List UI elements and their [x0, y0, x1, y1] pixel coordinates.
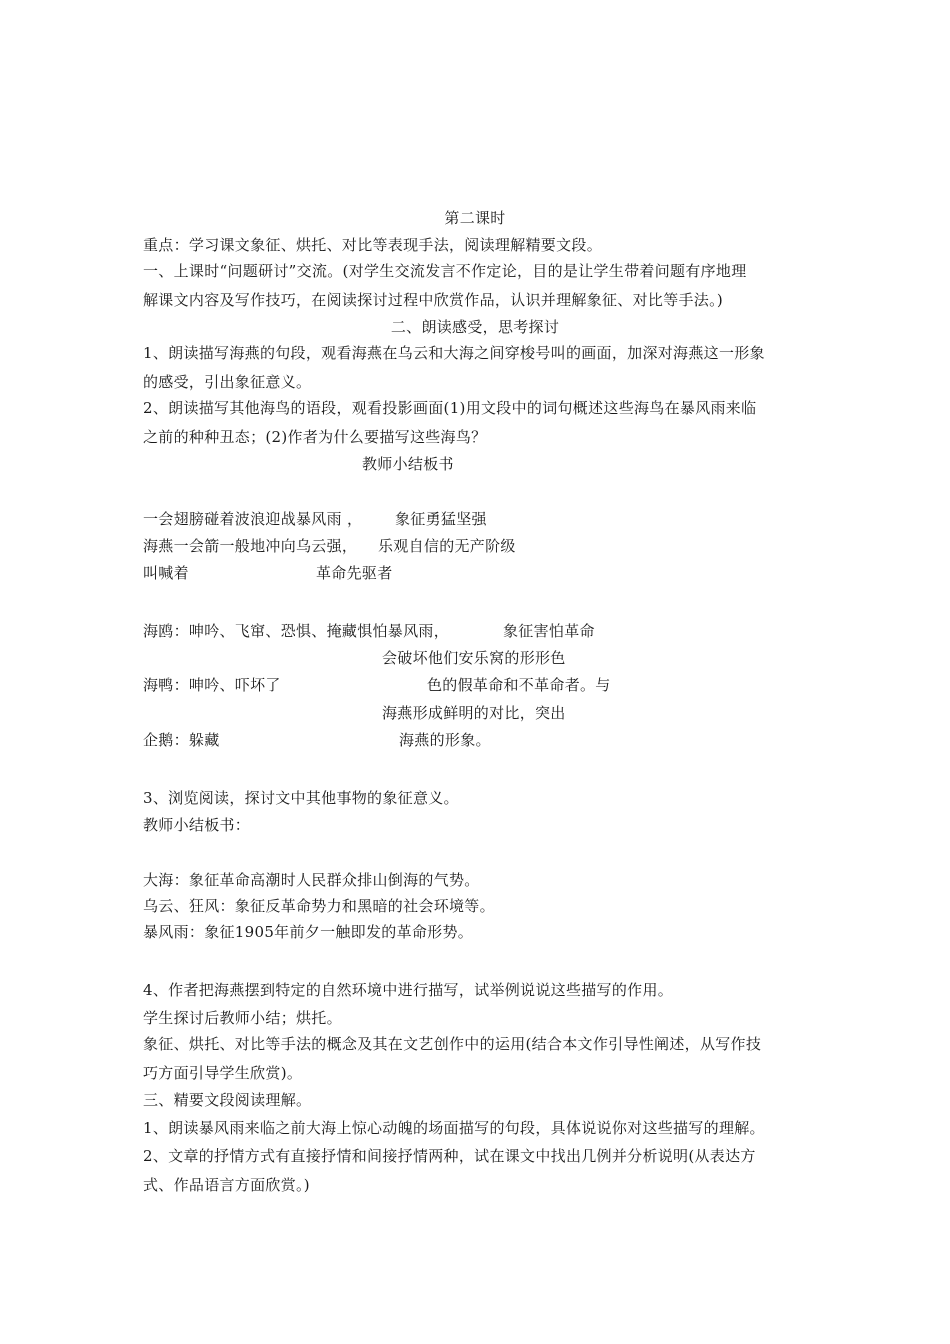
lesson-title: 第二课时: [444, 209, 506, 227]
clouds-line: 乌云、狂风：象征反革命势力和黑暗的社会环境等。: [143, 897, 495, 915]
item2-line2: 之前的种种丑态；(2)作者为什么要描写这些海鸟？: [143, 428, 487, 446]
symbol-line-4: 海燕形成鲜明的对比，突出: [382, 704, 566, 722]
storm-line: 暴风雨：象征1905年前夕一触即发的革命形势。: [143, 923, 474, 941]
symbol-line-2: 会破坏他们安乐窝的形形色: [382, 649, 566, 667]
part3-item1: 1、朗读暴风雨来临之前大海上惊心动魄的场面描写的句段，具体说说你对这些描写的理解。: [143, 1119, 765, 1137]
gull-line: 海鸥：呻吟、飞窜、恐惧、掩藏惧怕暴风雨，: [143, 622, 450, 640]
board1-title: 教师小结板书: [362, 455, 454, 473]
part3-item2-line2: 式、作品语言方面欣赏。): [143, 1176, 310, 1194]
duck-line: 海鸭：呻吟、吓坏了: [143, 676, 281, 694]
concepts-line2: 巧方面引导学生欣赏)。: [143, 1064, 303, 1082]
petrel-line-c: 叫喊着: [143, 564, 189, 582]
sea-line: 大海：象征革命高潮时人民群众排山倒海的气势。: [143, 871, 480, 889]
gull-meaning: 象征害怕革命: [503, 622, 595, 640]
symbol-line-3: 色的假革命和不革命者。与: [427, 676, 611, 694]
part3-heading: 三、精要文段阅读理解。: [143, 1091, 312, 1109]
item3-line: 3、浏览阅读，探讨文中其他事物的象征意义。: [143, 789, 459, 807]
part2-heading: 二、朗读感受，思考探讨: [390, 318, 560, 336]
item4-line: 4、作者把海燕摆到特定的自然环境中进行描写，试举例说说这些描写的作用。: [143, 981, 674, 999]
item4-summary: 学生探讨后教师小结；烘托。: [143, 1009, 342, 1027]
petrel-line-a: 一会翅膀碰着波浪迎战暴风雨 ，: [143, 510, 363, 528]
petrel-line-b: 海燕一会箭一般地冲向乌云强，: [143, 537, 358, 555]
part1-line2: 解课文内容及写作技巧，在阅读探讨过程中欣赏作品，认识并理解象征、对比等手法。): [143, 291, 724, 309]
symbol-line-5: 海燕的形象。: [399, 731, 491, 749]
item2-line1: 2、朗读描写其他海鸟的语段，观看投影画面(1)用文段中的词句概述这些海鸟在暴风雨来临: [143, 399, 757, 417]
focus-line: 重点：学习课文象征、烘托、对比等表现手法，阅读理解精要文段。: [143, 236, 603, 254]
petrel-meaning-a: 象征勇猛坚强: [395, 510, 487, 528]
part3-item2-line1: 2、文章的抒情方式有直接抒情和间接抒情两种，试在课文中找出几例并分析说明(从表达方: [143, 1147, 756, 1165]
petrel-meaning-c: 革命先驱者: [316, 564, 393, 582]
item1-line2: 的感受，引出象征意义。: [143, 373, 312, 391]
petrel-meaning-b: 乐观自信的无产阶级: [378, 537, 516, 555]
penguin-line: 企鹅：躲藏: [143, 731, 220, 749]
concepts-line1: 象征、烘托、对比等手法的概念及其在文艺创作中的运用(结合本文作引导性阐述，从写作技: [143, 1035, 762, 1053]
part1-line1: 一、上课时“问题研讨”交流。(对学生交流发言不作定论，目的是让学生带着问题有序地理: [143, 262, 747, 280]
board2-title: 教师小结板书：: [143, 816, 251, 834]
item1-line1: 1、朗读描写海燕的句段，观看海燕在乌云和大海之间穿梭号叫的画面，加深对海燕这一形象: [143, 344, 765, 362]
